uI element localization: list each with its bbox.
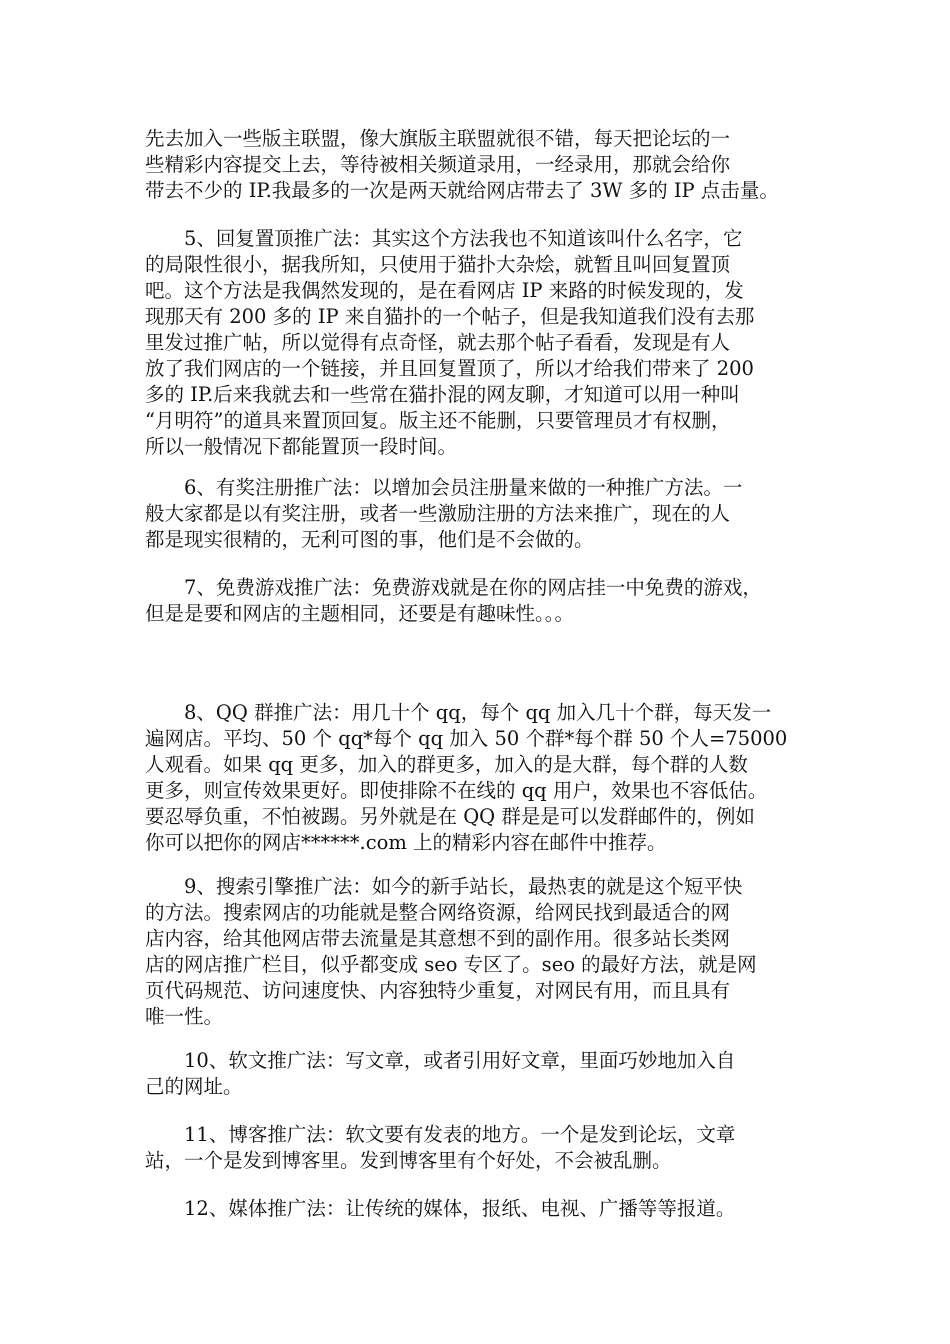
text-line: 的方法。搜索网店的功能就是整合网络资源，给网民找到最适合的网 <box>145 901 731 924</box>
text-line: 12、媒体推广法：让传统的媒体，报纸、电视、广播等等报道。 <box>145 1197 736 1220</box>
text-line: 先去加入一些版主联盟，像大旗版主联盟就很不错，每天把论坛的一 <box>145 127 731 150</box>
text-line: 但是是要和网店的主题相同，还要是有趣味性。。。 <box>145 602 575 625</box>
text-line: 5、回复置顶推广法：其实这个方法我也不知道该叫什么名字，它 <box>145 227 743 250</box>
text-line: 般大家都是以有奖注册，或者一些激励注册的方法来推广，现在的人 <box>145 502 731 525</box>
text-line: 7、免费游戏推广法：免费游戏就是在你的网店挂一中免费的游戏， <box>145 576 762 599</box>
text-line: 里发过推广帖，所以觉得有点奇怪，就去那个帖子看看，发现是有人 <box>145 331 731 354</box>
text-line: 店内容，给其他网店带去流量是其意想不到的副作用。很多站长类网 <box>145 927 731 950</box>
text-line: 站，一个是发到博客里。发到博客里有个好处，不会被乱删。 <box>145 1149 672 1172</box>
text-line: 带去不少的 IP.我最多的一次是两天就给网店带去了 3W 多的 IP 点击量。 <box>145 179 779 202</box>
text-line: 你可以把你的网店******.com 上的精彩内容在邮件中推荐。 <box>145 831 667 854</box>
paragraph-method-8 <box>145 700 815 856</box>
text-line: 的局限性很小，据我所知，只使用于猫扑大杂烩，就暂且叫回复置顶 <box>145 253 731 276</box>
text-line: 8、QQ 群推广法：用几十个 qq，每个 qq 加入几十个群，每天发一 <box>145 701 772 724</box>
text-line: 人观看。如果 qq 更多，加入的群更多，加入的是大群，每个群的人数 <box>145 753 748 776</box>
text-line: 吧。这个方法是我偶然发现的，是在看网店 IP 来路的时候发现的，发 <box>145 279 744 302</box>
text-line: 己的网址。 <box>145 1075 243 1098</box>
paragraph-method-12 <box>145 1196 815 1222</box>
paragraph-method-6 <box>145 475 815 553</box>
text-line: 多的 IP.后来我就去和一些常在猫扑混的网友聊，才知道可以用一种叫 <box>145 383 740 406</box>
text-line: 现那天有 200 多的 IP 来自猫扑的一个帖子，但是我知道我们没有去那 <box>145 305 755 328</box>
text-line: 些精彩内容提交上去，等待被相关频道录用，一经录用，那就会给你 <box>145 153 731 176</box>
text-line: 所以一般情况下都能置顶一段时间。 <box>145 435 458 458</box>
text-line: 更多，则宣传效果更好。即使排除不在线的 qq 用户，效果也不容低估。 <box>145 779 768 802</box>
text-line: 6、有奖注册推广法：以增加会员注册量来做的一种推广方法。一 <box>145 476 743 499</box>
text-line: 10、软文推广法：写文章，或者引用好文章，里面巧妙地加入自 <box>145 1049 736 1072</box>
text-line: 页代码规范、访问速度快、内容独特少重复，对网民有用，而且具有 <box>145 979 731 1002</box>
paragraph-method-7 <box>145 575 815 627</box>
text-line: 11、博客推广法：软文要有发表的地方。一个是发到论坛，文章 <box>145 1123 736 1146</box>
paragraph-method-9 <box>145 874 815 1030</box>
text-line: 店的网店推广栏目，似乎都变成 seo 专区了。seo 的最好方法，就是网 <box>145 953 757 976</box>
text-line: 放了我们网店的一个链接，并且回复置顶了，所以才给我们带来了 200 <box>145 357 754 380</box>
paragraph-method-5 <box>145 226 815 460</box>
text-line: 9、搜索引擎推广法：如今的新手站长，最热衷的就是这个短平快 <box>145 875 743 898</box>
text-line: 唯一性。 <box>145 1005 224 1028</box>
text-line: 要忍辱负重，不怕被踢。另外就是在 QQ 群是是可以发群邮件的，例如 <box>145 805 755 828</box>
paragraph-method-10 <box>145 1048 815 1100</box>
paragraph-forum-alliance <box>145 126 815 204</box>
text-line: “月明符”的道具来置顶回复。版主还不能删，只要管理员才有权删， <box>145 409 731 432</box>
text-line: 遍网店。平均、50 个 qq*每个 qq 加入 50 个群*每个群 50 个人=75000 <box>145 727 788 750</box>
text-line: 都是现实很精的，无利可图的事，他们是不会做的。 <box>145 528 594 551</box>
paragraph-method-11 <box>145 1122 815 1174</box>
